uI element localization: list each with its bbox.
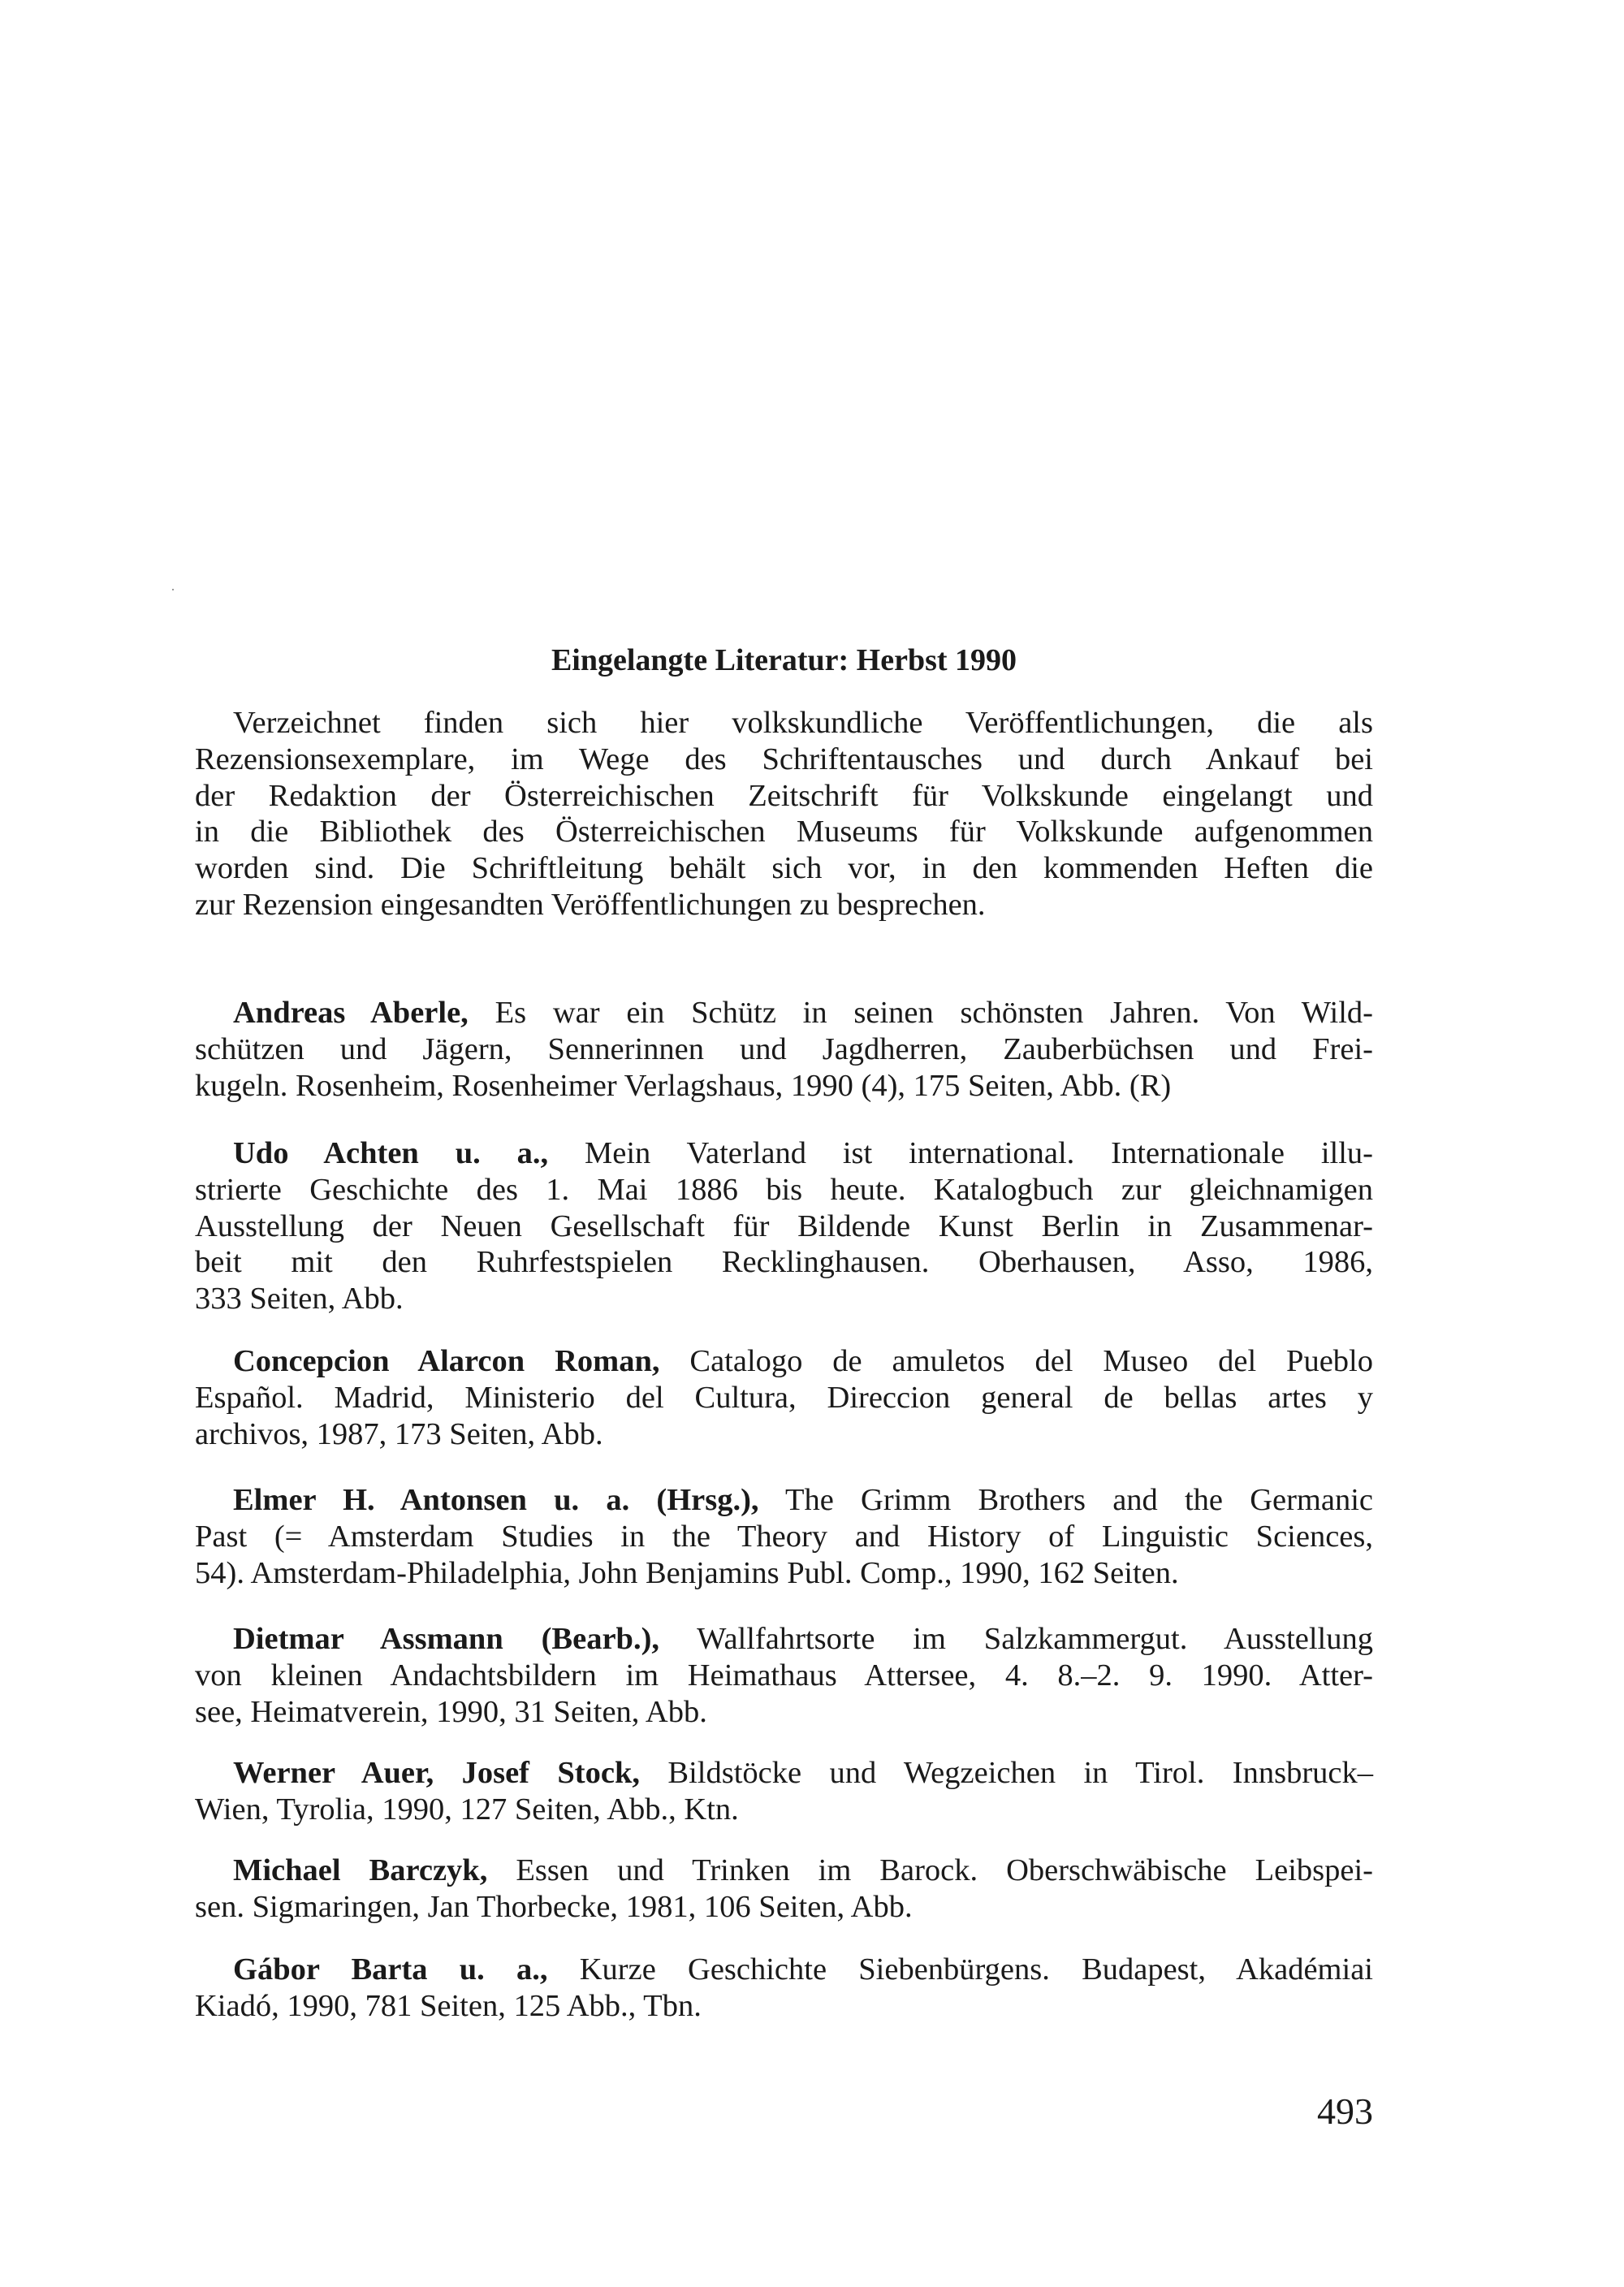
entry-author: Elmer H. Antonsen u. a. (Hrsg.), [233,1483,759,1517]
entry-line [195,1135,1373,1172]
bibliography-entry [195,1621,1373,1730]
bibliography-entry [195,1755,1373,1828]
entry-author: Werner Auer, Josef Stock, [233,1756,640,1790]
bibliography-entry [195,995,1373,1104]
intro-line: Rezensionsexemplare, im Wege des Schriftentausches und durch Ankauf bei [195,741,1373,776]
entry-line: archivos, 1987, 173 Seiten, Abb. [195,1416,603,1451]
entry-line: Español. Madrid, Ministerio del Cultura, Direccion general de bellas artes y [195,1380,1373,1415]
intro-line: worden sind. Die Schriftleitung behält sich vor, in den kommenden Heften die [195,851,1373,886]
intro-line: in die Bibliothek des Österreichischen Museums für Volkskunde aufgenommen [195,815,1373,850]
bibliography-entry [195,1482,1373,1591]
entry-line [195,1482,1373,1519]
entry-line: kugeln. Rosenheim, Rosenheimer Verlagshaus, 1990 (4), 175 Seiten, Abb. (R) [195,1068,1172,1103]
scan-speck [172,589,174,590]
entry-line [195,1343,1373,1380]
entry-title: Essen und Trinken im Barock. Oberschwäbische Leibspei- [487,1853,1373,1887]
entry-line: Ausstellung der Neuen Gesellschaft für Bildende Kunst Berlin in Zusammenar- [195,1208,1373,1243]
entry-line: Wien, Tyrolia, 1990, 127 Seiten, Abb., Ktn. [195,1792,739,1827]
bibliography-entry [195,1853,1373,1926]
intro-line: der Redaktion der Österreichischen Zeitschrift für Volkskunde eingelangt und [195,778,1373,813]
intro-paragraph [195,705,1373,923]
entry-line [195,1621,1373,1658]
entry-title: Bildstöcke und Wegzeichen in Tirol. Innsbruck– [640,1756,1373,1790]
entry-author: Udo Achten u. a., [233,1136,549,1170]
entry-line [195,1952,1373,1988]
bibliography-entry [195,1343,1373,1452]
entry-line: Kiadó, 1990, 781 Seiten, 125 Abb., Tbn. [195,1988,702,2023]
entry-author: Gábor Barta u. a., [233,1952,548,1987]
entry-line [195,1853,1373,1889]
entry-author: Andreas Aberle, [233,996,469,1030]
entry-line: von kleinen Andachtsbildern im Heimathaus Attersee, 4. 8.–2. 9. 1990. Atter- [195,1658,1373,1693]
entry-line: schützen und Jägern, Sennerinnen und Jagdherren, Zauberbüchsen und Frei- [195,1031,1373,1066]
entry-title: Catalogo de amuletos del Museo del Pueblo [659,1344,1373,1378]
intro-line: zur Rezension eingesandten Veröffentlichungen zu besprechen. [195,887,986,922]
entry-title: The Grimm Brothers and the Germanic [758,1483,1373,1517]
entry-title: Es war ein Schütz in seinen schönsten Jahren. Von Wild- [468,996,1373,1030]
entry-line: strierte Geschichte des 1. Mai 1886 bis heute. Katalogbuch zur gleichnamigen [195,1172,1373,1207]
entry-title: Wallfahrtsorte im Salzkammergut. Ausstellung [659,1622,1373,1656]
entry-line: Past (= Amsterdam Studies in the Theory and History of Linguistic Sciences, [195,1519,1373,1554]
entry-author: Michael Barczyk, [233,1853,488,1887]
bibliography-entry [195,1135,1373,1317]
entry-author: Dietmar Assmann (Bearb.), [233,1622,660,1656]
intro-line: Verzeichnet finden sich hier volkskundliche Veröffentlichungen, die als [233,706,1373,740]
page-number: 493 [1317,2090,1373,2132]
entry-line: see, Heimatverein, 1990, 31 Seiten, Abb. [195,1694,707,1729]
entry-title: Kurze Geschichte Siebenbürgens. Budapest, Akadémiai [547,1952,1373,1987]
entry-line: 333 Seiten, Abb. [195,1282,404,1316]
entry-author: Concepcion Alarcon Roman, [233,1344,660,1378]
entry-line: sen. Sigmaringen, Jan Thorbecke, 1981, 106 Seiten, Abb. [195,1889,913,1924]
entry-title: Mein Vaterland ist international. Internationale illu- [548,1136,1373,1170]
bibliography-entry [195,1952,1373,2025]
page-title: Eingelangte Literatur: Herbst 1990 [551,643,1017,677]
entry-line [195,995,1373,1031]
entry-line [195,1755,1373,1792]
entry-line: 54). Amsterdam-Philadelphia, John Benjamins Publ. Comp., 1990, 162 Seiten. [195,1555,1179,1590]
entry-line: beit mit den Ruhrfestspielen Recklinghausen. Oberhausen, Asso, 1986, [195,1245,1373,1280]
